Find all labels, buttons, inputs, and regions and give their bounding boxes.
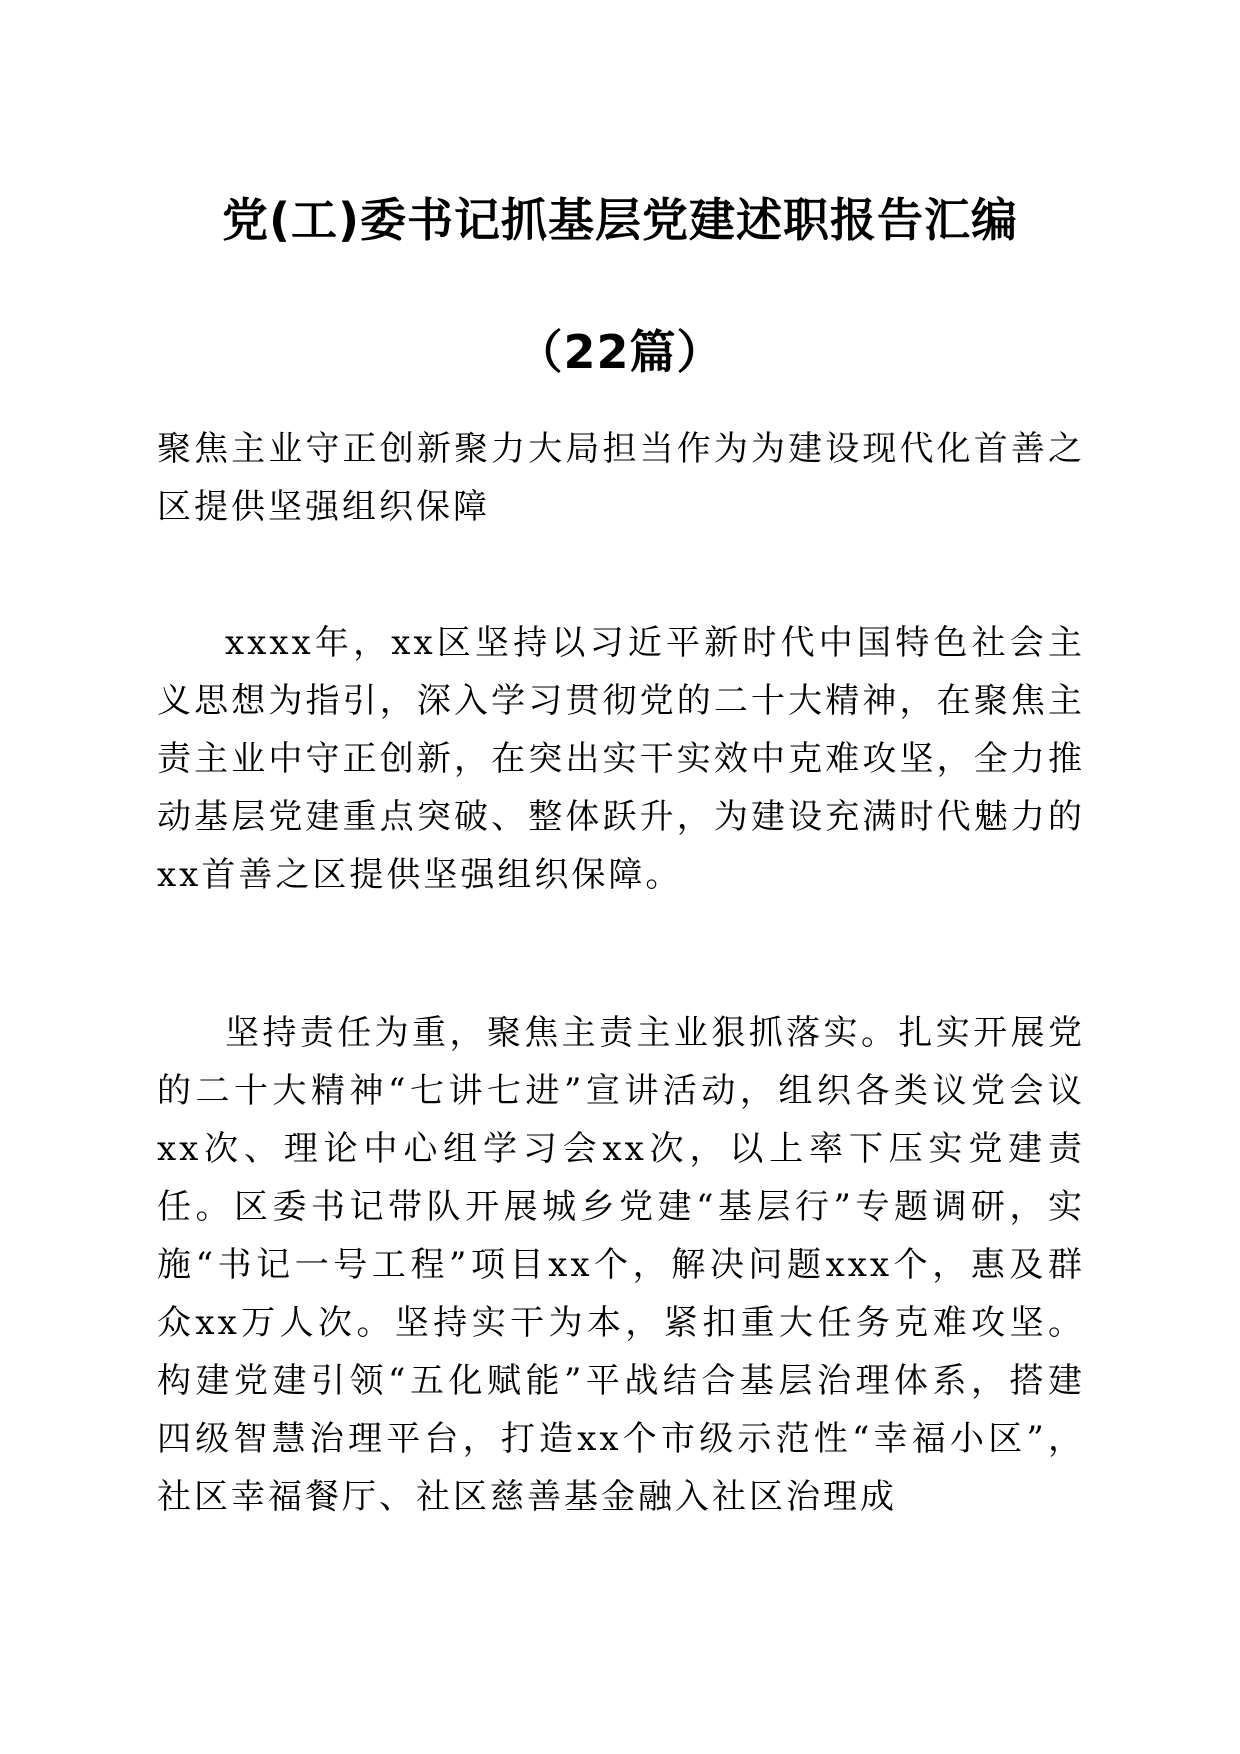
paragraph-1	[157, 614, 1085, 904]
paragraph-2-text: 坚持责任为重，聚焦主责主业狠抓落实。扎实开展党的二十大精神“七讲七进”宣讲活动，组织各类议党会议xx次、理论中心组学习会xx次，以上率下压实党建责任。区委书记带队开展城乡党建“基层行”专题调研，实施“书记一号工程”项目xx个，解决问题xxx个，惠及群众xx万人次。坚持实干为本，紧扣重大任务克难攻坚。构建党建引领“五化赋能”平战结合基层治理体系，搭建四级智慧治理平台，打造xx个市级示范性“幸福小区”，社区幸福餐厅、社区慈善基金融入社区治理成	[157, 1013, 1085, 1517]
paragraph-1-text: xxxx年，xx区坚持以习近平新时代中国特色社会主义思想为指引，深入学习贯彻党的二十大精神，在聚焦主责主业中守正创新，在突出实干实效中克难攻坚，全力推动基层党建重点突破、整体跃升，为建设充满时代魅力的xx首善之区提供坚强组织保障。	[157, 623, 1085, 895]
section-title	[157, 420, 1085, 536]
section-title-text: 聚焦主业守正创新聚力大局担当作为为建设现代化首善之区提供坚强组织保障	[157, 429, 1085, 527]
document-title: 党(工)委书记抓基层党建述职报告汇编	[221, 193, 1019, 247]
paragraph-2	[157, 1004, 1085, 1526]
document-subtitle-count: （22篇）	[516, 325, 724, 379]
